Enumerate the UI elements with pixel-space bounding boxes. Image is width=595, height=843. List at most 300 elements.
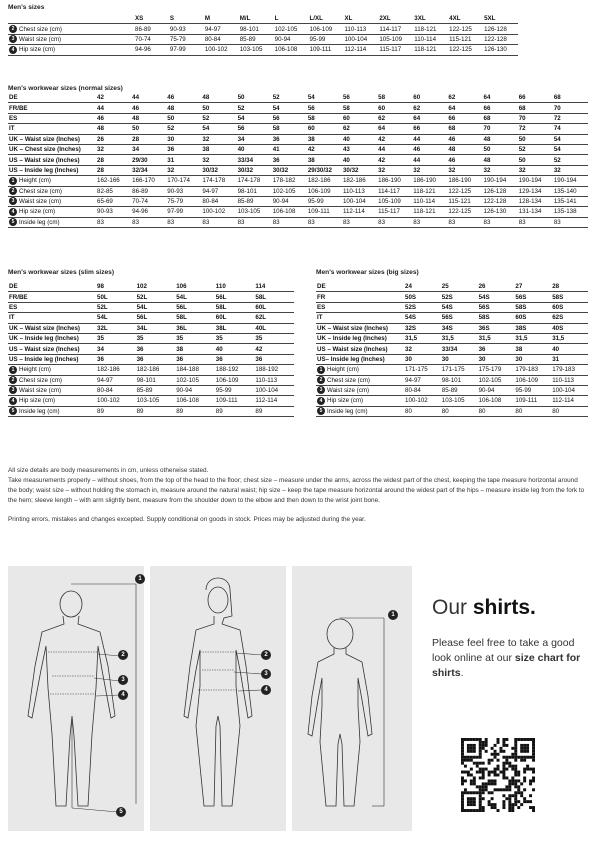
table-row (8, 34, 518, 44)
table-cell: 70-74 (131, 196, 166, 206)
table-row (8, 292, 294, 302)
table-cell: 83 (201, 217, 236, 227)
table-cell: 38 (514, 344, 551, 354)
table-cell: 42 (377, 134, 412, 144)
qr-code-icon[interactable] (461, 738, 535, 812)
table-row (316, 375, 588, 385)
mens-sizes-title: Men's sizes (8, 4, 45, 11)
measurement-notes (8, 466, 588, 525)
table-cell: 48 (483, 134, 518, 144)
table-cell: 83 (131, 217, 166, 227)
header-cell: 2XL (378, 14, 413, 24)
table-cell: 188-192 (254, 365, 294, 375)
table-cell: 52 (201, 113, 236, 123)
callout-height: 1 (388, 610, 398, 620)
table-cell: 86-89 (131, 186, 166, 196)
table-cell: 54 (553, 144, 588, 154)
table-cell: 40L (254, 323, 294, 333)
table-row (8, 365, 294, 375)
table-cell: 36 (272, 155, 307, 165)
table-cell: 100-102 (204, 45, 239, 55)
table-cell: 118-121 (412, 186, 447, 196)
table-cell: 46 (447, 155, 482, 165)
table-cell: 122-128 (483, 34, 518, 44)
table-cell: 29/30/32 (307, 165, 342, 175)
table-cell: 36 (215, 354, 255, 364)
table-cell: 58 (307, 113, 342, 123)
table-row (316, 354, 588, 364)
table-cell: 82-85 (96, 186, 131, 196)
table-cell: 98 (96, 282, 136, 292)
table-cell: 179-183 (551, 365, 588, 375)
table-cell: 188-192 (215, 365, 255, 375)
table-cell: 50 (131, 124, 166, 134)
table-cell: 135-141 (553, 196, 588, 206)
shirts-heading (432, 596, 536, 620)
row-label: ES (8, 113, 96, 123)
table-cell: 34 (131, 144, 166, 154)
table-cell: 58S (514, 302, 551, 312)
table-cell: 52S (441, 292, 478, 302)
table-cell: 32 (553, 165, 588, 175)
row-label: FR (316, 292, 404, 302)
row-label: 1 Height (cm) (8, 365, 96, 375)
table-cell: 89 (175, 406, 215, 416)
row-label: 4 Hip size (cm) (8, 45, 134, 55)
table-cell: 112-114 (551, 396, 588, 406)
table-cell: 38S (514, 323, 551, 333)
table-cell: 90-93 (96, 207, 131, 217)
table-cell: 31 (166, 155, 201, 165)
notes-line-2: Take measurements properly – without shoes, from the top of the head to the floor; chest size – measure under the arms, across the widest part of the chest, keeping the tape measure horizontal around the body; waist size – without holding the stomach in, measure around the natural waist; hip size – keep the tape measure horizontal around the widest part of the hips – measure inside leg from the fork to the hem; sleeve length – with arm slightly bent, measure from the shoulder down to the elbow and then down to the wrist joint bone. (8, 477, 585, 504)
table-cell: 33/34 (237, 155, 272, 165)
table-cell: 36 (136, 344, 176, 354)
table-cell: 174-178 (201, 176, 236, 186)
row-label: DE (8, 93, 96, 103)
table-cell: 50 (518, 155, 553, 165)
table-cell: 70 (483, 124, 518, 134)
table-cell: 190-194 (518, 176, 553, 186)
table-cell: 42 (96, 93, 131, 103)
table-cell: 38 (307, 155, 342, 165)
table-cell: 32 (404, 344, 441, 354)
table-cell: 110 (215, 282, 255, 292)
table-cell: 115-121 (447, 196, 482, 206)
table-cell: 102-105 (272, 186, 307, 196)
table-cell: 31,5 (551, 333, 588, 343)
measure-number-badge: 4 (317, 397, 325, 405)
table-cell: 56S (441, 313, 478, 323)
table-cell: 52L (136, 292, 176, 302)
header-cell: L/XL (309, 14, 344, 24)
table-cell: 80 (478, 406, 515, 416)
table-row (8, 333, 294, 343)
table-cell: 32 (201, 155, 236, 165)
table-cell: 103-105 (239, 45, 274, 55)
table-cell: 112-114 (343, 45, 378, 55)
row-label: US– Inside leg (Inches) (316, 354, 404, 364)
table-cell: 46 (96, 113, 131, 123)
measure-number-badge: 1 (9, 366, 17, 374)
table-cell: 31 (551, 354, 588, 364)
table-cell: 56L (136, 313, 176, 323)
table-cell: 50S (404, 292, 441, 302)
table-row (8, 375, 294, 385)
table-row (8, 313, 294, 323)
table-cell: 68 (483, 113, 518, 123)
table-cell: 54S (441, 302, 478, 312)
table-cell: 166-170 (131, 176, 166, 186)
table-cell: 30/32 (272, 165, 307, 175)
table-cell: 126-128 (483, 186, 518, 196)
row-label: IT (316, 313, 404, 323)
table-cell: 41 (272, 144, 307, 154)
table-cell: 44 (96, 103, 131, 113)
row-label: US – Inside leg (Inches) (8, 165, 96, 175)
table-cell: 90-94 (175, 385, 215, 395)
table-cell: 52 (518, 144, 553, 154)
table-cell: 171-175 (441, 365, 478, 375)
row-label: 5 Inside leg (cm) (8, 217, 96, 227)
workwear-slim-title: Men's workwear sizes (slim sizes) (8, 269, 115, 276)
table-cell: 36 (272, 134, 307, 144)
row-label: 5 Inside leg (cm) (316, 406, 404, 416)
callout-waist: 3 (261, 669, 271, 679)
table-cell: 32 (96, 144, 131, 154)
table-cell: 66 (483, 103, 518, 113)
table-cell: 186-190 (377, 176, 412, 186)
table-cell: 118-121 (413, 45, 448, 55)
table-cell: 35 (136, 333, 176, 343)
table-cell: 100-102 (201, 207, 236, 217)
table-cell: 85-89 (237, 196, 272, 206)
table-cell: 100-104 (342, 196, 377, 206)
table-cell: 122-125 (447, 207, 482, 217)
mens-sizes-table (8, 14, 518, 56)
table-row (8, 176, 588, 186)
shirts-heading-bold: shirts. (472, 596, 536, 619)
table-cell: 105-109 (378, 34, 413, 44)
table-cell: 129-134 (518, 186, 553, 196)
table-cell: 31,5 (478, 333, 515, 343)
table-cell: 43 (342, 144, 377, 154)
table-cell: 94-96 (131, 207, 166, 217)
table-cell: 56 (237, 124, 272, 134)
table-cell: 80-84 (96, 385, 136, 395)
child-figure-panel (292, 566, 412, 831)
table-cell: 89 (215, 406, 255, 416)
woman-silhouette (150, 566, 286, 831)
table-cell: 60S (551, 302, 588, 312)
table-cell: 32 (483, 165, 518, 175)
header-cell: S (169, 14, 204, 24)
table-cell: 48 (201, 93, 236, 103)
table-cell: 118-121 (413, 24, 448, 34)
table-cell: 62S (551, 313, 588, 323)
row-label: 2 Chest size (cm) (8, 186, 96, 196)
table-cell: 52 (166, 124, 201, 134)
table-cell: 83 (96, 217, 131, 227)
table-cell: 50 (483, 144, 518, 154)
table-cell: 94-97 (404, 375, 441, 385)
table-row (316, 302, 588, 312)
table-row (8, 396, 294, 406)
shirts-heading-prefix: Our (432, 596, 473, 619)
measure-number-badge: 4 (9, 208, 17, 216)
table-cell: 98-101 (237, 186, 272, 196)
table-cell: 100-104 (343, 34, 378, 44)
table-row (8, 323, 294, 333)
table-cell: 90-93 (166, 186, 201, 196)
table-cell: 83 (412, 217, 447, 227)
row-label: 3 Waist size (cm) (8, 385, 96, 395)
table-cell: 178-182 (272, 176, 307, 186)
row-label: 4 Hip size (cm) (316, 396, 404, 406)
callout-height: 1 (135, 574, 145, 584)
table-row (8, 24, 518, 34)
row-label: FR/BE (8, 292, 96, 302)
table-cell: 103-105 (237, 207, 272, 217)
table-cell: 54L (136, 302, 176, 312)
table-cell: 44 (412, 155, 447, 165)
measure-number-badge: 4 (9, 397, 17, 405)
table-cell: 83 (553, 217, 588, 227)
header-cell: 3XL (413, 14, 448, 24)
table-cell: 54 (201, 124, 236, 134)
measure-number-badge: 5 (9, 218, 17, 226)
table-cell: 85-89 (136, 385, 176, 395)
header-cell: XS (134, 14, 169, 24)
table-cell: 26 (96, 134, 131, 144)
table-row (316, 282, 588, 292)
table-row (8, 354, 294, 364)
table-cell: 54S (404, 313, 441, 323)
table-cell: 35 (215, 333, 255, 343)
table-cell: 74 (553, 124, 588, 134)
table-row (316, 344, 588, 354)
table-cell: 114 (254, 282, 294, 292)
man-figure-panel (8, 566, 144, 831)
table-cell: 40 (342, 134, 377, 144)
table-cell: 50 (518, 134, 553, 144)
table-cell: 126-130 (483, 207, 518, 217)
callout-chest: 2 (261, 650, 271, 660)
table-cell: 97-99 (169, 45, 204, 55)
table-cell: 32L (96, 323, 136, 333)
table-cell: 170-174 (166, 176, 201, 186)
table-cell: 32 (201, 134, 236, 144)
table-cell: 34L (136, 323, 176, 333)
table-cell: 27 (514, 282, 551, 292)
table-row (8, 45, 518, 55)
table-cell: 126-128 (483, 24, 518, 34)
table-cell: 32 (518, 165, 553, 175)
table-cell: 109-111 (215, 396, 255, 406)
shirts-text-prefix: Please feel free to take a good look online at our (432, 637, 575, 664)
table-cell: 115-117 (378, 45, 413, 55)
row-label: UK – Waist size (Inches) (8, 134, 96, 144)
table-cell: 60L (254, 302, 294, 312)
callout-hip: 4 (261, 685, 271, 695)
table-row (316, 365, 588, 375)
table-cell: 48 (131, 113, 166, 123)
table-cell: 64 (412, 113, 447, 123)
table-cell: 86-89 (134, 24, 169, 34)
table-cell: 100-104 (551, 385, 588, 395)
table-cell: 114-117 (377, 186, 412, 196)
table-cell: 52 (553, 155, 588, 165)
table-cell: 54L (175, 292, 215, 302)
table-cell: 102-105 (478, 375, 515, 385)
row-label: 2 Chest size (cm) (316, 375, 404, 385)
table-cell: 85-89 (239, 34, 274, 44)
table-cell: 58 (342, 103, 377, 113)
header-cell: M/L (239, 14, 274, 24)
table-cell: 52 (272, 93, 307, 103)
table-row (8, 344, 294, 354)
table-cell: 94-96 (134, 45, 169, 55)
table-cell: 40 (237, 144, 272, 154)
table-row (8, 165, 588, 175)
table-cell: 30 (514, 354, 551, 364)
row-label: US – Inside leg (Inches) (8, 354, 96, 364)
table-cell: 112-114 (254, 396, 294, 406)
table-cell: 83 (237, 217, 272, 227)
table-cell: 66 (518, 93, 553, 103)
row-label: 4 Hip size (cm) (8, 396, 96, 406)
table-cell: 64 (483, 93, 518, 103)
shirts-size-chart-link[interactable]: size chart for shirts (432, 652, 581, 679)
table-cell: 34 (96, 344, 136, 354)
table-cell: 103-105 (441, 396, 478, 406)
table-cell: 186-190 (412, 176, 447, 186)
table-cell: 106-108 (272, 207, 307, 217)
table-cell: 42 (307, 144, 342, 154)
table-cell: 110-113 (343, 24, 378, 34)
row-label: DE (8, 282, 96, 292)
table-cell: 131-134 (518, 207, 553, 217)
measure-number-badge: 2 (317, 376, 325, 384)
notes-line-3: Printing errors, mistakes and changes excepted. Supply conditional on goods in stock. Prices may be adjusted during the year. (8, 516, 366, 523)
table-cell: 70 (553, 103, 588, 113)
table-cell: 29/30 (131, 155, 166, 165)
table-cell: 34S (441, 323, 478, 333)
table-cell: 182-186 (96, 365, 136, 375)
callout-chest: 2 (118, 650, 128, 660)
table-cell: 115-117 (377, 207, 412, 217)
table-cell: 72 (518, 124, 553, 134)
table-cell: 122-125 (448, 24, 483, 34)
table-cell: 60L (215, 313, 255, 323)
table-cell: 50 (201, 103, 236, 113)
table-row (8, 124, 588, 134)
row-label: ES (316, 302, 404, 312)
table-cell: 75-79 (166, 196, 201, 206)
table-cell: 50L (96, 292, 136, 302)
table-cell: 31,5 (404, 333, 441, 343)
table-cell: 62L (254, 313, 294, 323)
table-row (8, 302, 294, 312)
table-cell: 100-102 (404, 396, 441, 406)
table-cell: 174-178 (237, 176, 272, 186)
table-cell: 98-101 (239, 24, 274, 34)
table-cell: 98-101 (441, 375, 478, 385)
row-label: US – Waist size (Inches) (8, 155, 96, 165)
table-cell: 68 (553, 93, 588, 103)
table-row (8, 113, 588, 123)
row-label: US – Waist size (Inches) (316, 344, 404, 354)
table-cell: 40S (551, 323, 588, 333)
table-row (316, 406, 588, 416)
table-cell: 90-94 (272, 196, 307, 206)
table-cell: 106-108 (175, 396, 215, 406)
table-cell: 80-84 (404, 385, 441, 395)
measure-number-badge: 5 (9, 407, 17, 415)
measure-number-badge: 1 (317, 366, 325, 374)
table-cell: 184-188 (175, 365, 215, 375)
row-label: 3 Waist size (cm) (8, 196, 96, 206)
row-label: DE (316, 282, 404, 292)
table-cell: 32 (377, 165, 412, 175)
table-cell: 80 (514, 406, 551, 416)
table-cell: 54L (96, 313, 136, 323)
table-cell: 54S (478, 292, 515, 302)
table-cell: 30/32 (237, 165, 272, 175)
table-cell: 70-74 (134, 34, 169, 44)
workwear-normal-title: Men's workwear sizes (normal sizes) (8, 85, 123, 92)
header-cell: XL (343, 14, 378, 24)
table-cell: 52L (96, 302, 136, 312)
table-cell: 98-101 (136, 375, 176, 385)
table-cell: 190-194 (553, 176, 588, 186)
table-cell: 58L (215, 302, 255, 312)
table-cell: 80-84 (201, 196, 236, 206)
table-cell: 30 (441, 354, 478, 364)
header-cell (8, 14, 134, 24)
table-row (8, 144, 588, 154)
table-cell: 109-111 (307, 207, 342, 217)
table-cell: 40 (215, 344, 255, 354)
shirts-text-suffix: . (460, 667, 464, 679)
table-cell: 58L (175, 313, 215, 323)
table-cell: 118-121 (412, 207, 447, 217)
row-label: 2 Chest size (cm) (8, 24, 134, 34)
table-cell: 97-99 (166, 207, 201, 217)
table-cell: 38 (175, 344, 215, 354)
table-cell: 65-69 (96, 196, 131, 206)
table-cell: 85-89 (441, 385, 478, 395)
table-cell: 83 (166, 217, 201, 227)
table-cell: 95-99 (307, 196, 342, 206)
table-cell: 90-93 (169, 24, 204, 34)
table-row (8, 217, 588, 227)
table-cell: 32 (166, 165, 201, 175)
table-cell: 100-104 (254, 385, 294, 395)
callout-waist: 3 (118, 675, 128, 685)
table-cell: 190-194 (483, 176, 518, 186)
table-cell: 122-128 (483, 196, 518, 206)
table-cell: 94-97 (204, 24, 239, 34)
table-cell: 56 (307, 103, 342, 113)
table-cell: 94-97 (96, 375, 136, 385)
row-label: UK – Inside leg (Inches) (8, 333, 96, 343)
table-cell: 36 (96, 354, 136, 364)
table-cell: 83 (377, 217, 412, 227)
table-cell: 48 (447, 144, 482, 154)
table-row (8, 134, 588, 144)
table-cell: 28 (96, 155, 131, 165)
table-row (316, 292, 588, 302)
